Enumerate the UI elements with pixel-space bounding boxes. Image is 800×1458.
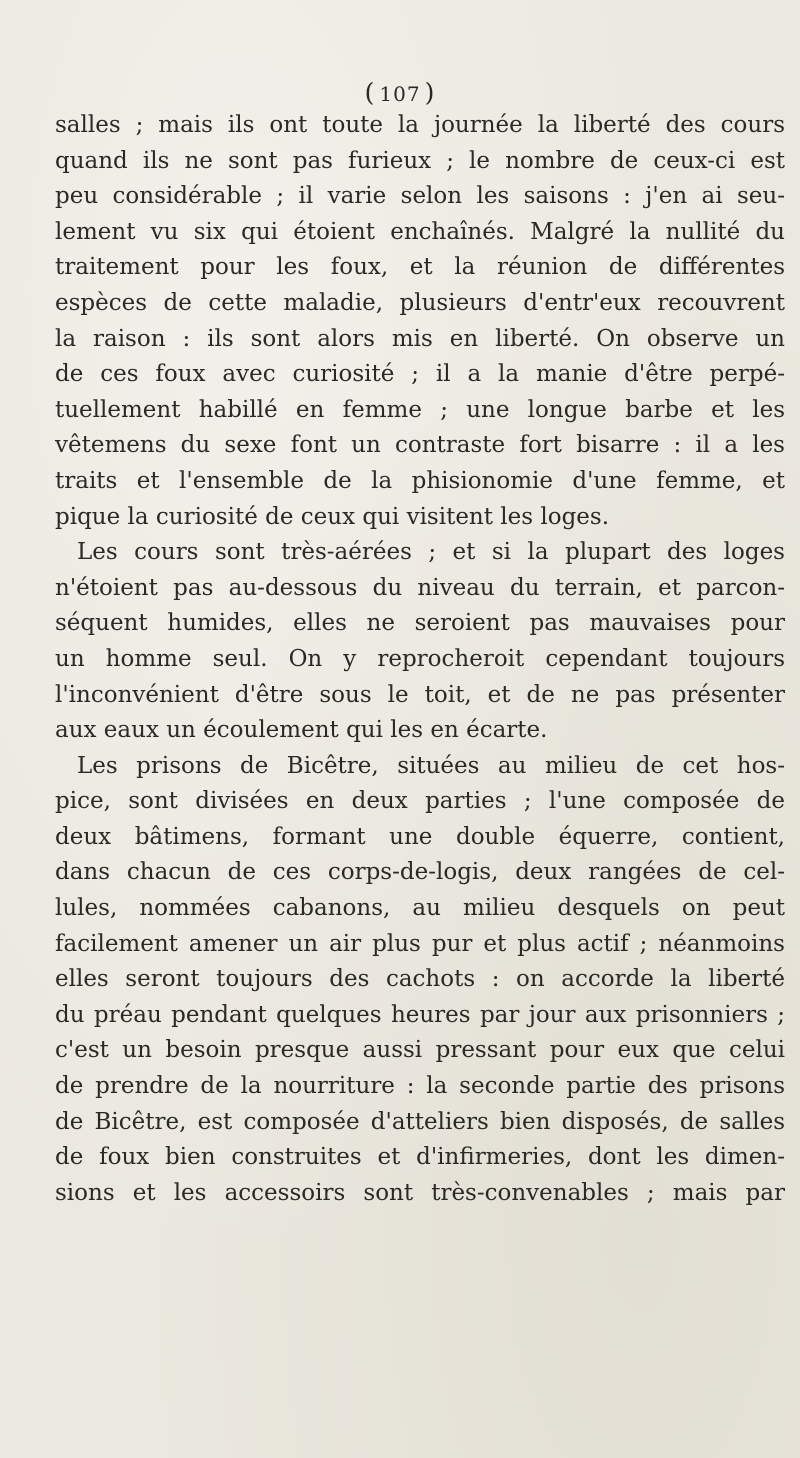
page-number: 107 (379, 82, 421, 106)
text-line: peu considérable ; il varie selon les saisons : j'en ai seu- (55, 183, 785, 210)
text-line: l'inconvénient d'être sous le toit, et de ne pas présenter (55, 681, 785, 708)
text-line: Les cours sont très-aérées ; et si la plupart des loges (77, 539, 785, 566)
text-line: lement vu six qui étoient enchaînés. Malgré la nullité du (55, 218, 785, 245)
text-line: de prendre de la nourriture : la seconde partie des prisons (55, 1073, 785, 1100)
text-line: un homme seul. On y reprocheroit cependant toujours (55, 645, 785, 672)
text-line: c'est un besoin presque aussi pressant pour eux que celui (55, 1037, 785, 1064)
text-line: elles seront toujours des cachots : on accorde la liberté (55, 966, 785, 993)
text-line: traits et l'ensemble de la phisionomie d'une femme, et (55, 467, 785, 494)
text-line: facilement amener un air plus pur et plus actif ; néanmoins (55, 930, 785, 957)
text-line: de Bicêtre, est composée d'atteliers bien disposés, de salles (55, 1108, 785, 1135)
text-line: de foux bien construites et d'infirmeries, dont les dimen- (55, 1144, 785, 1171)
text-line: sions et les accessoirs sont très-convenables ; mais par (55, 1179, 785, 1206)
text-line: deux bâtimens, formant une double équerre, contient, (55, 823, 785, 850)
text-line: pique la curiosité de ceux qui visitent les loges. (55, 503, 610, 530)
text-line: du préau pendant quelques heures par jour aux prisonniers ; (55, 1001, 785, 1028)
text-line: pice, sont divisées en deux parties ; l'une composée de (55, 788, 785, 815)
text-line: n'étoient pas au-dessous du niveau du terrain, et parcon- (55, 574, 785, 601)
text-line: de ces foux avec curiosité ; il a la manie d'être perpé- (55, 361, 785, 388)
text-line: Les prisons de Bicêtre, situées au milieu de cet hos- (77, 752, 785, 779)
open-paren: ( (364, 78, 376, 107)
text-line: séquent humides, elles ne seroient pas mauvaises pour (55, 610, 785, 637)
text-line: traitement pour les foux, et la réunion de différentes (55, 254, 785, 281)
text-line: tuellement habillé en femme ; une longue barbe et les (55, 396, 785, 423)
body-text (55, 108, 785, 1211)
text-line: vêtemens du sexe font un contraste fort bisarre : il a les (55, 432, 785, 459)
text-line: quand ils ne sont pas furieux ; le nombre de ceux-ci est (55, 147, 785, 174)
text-line: aux eaux un écoulement qui les en écarte. (55, 717, 548, 744)
text-line: dans chacun de ces corps-de-logis, deux rangées de cel- (55, 859, 785, 886)
page-header (0, 78, 800, 107)
text-line: la raison : ils sont alors mis en liberté. On observe un (55, 325, 785, 352)
close-paren: ) (424, 78, 436, 107)
text-line: lules, nommées cabanons, au milieu desquels on peut (55, 895, 785, 922)
text-line: espèces de cette maladie, plusieurs d'entr'eux recouvrent (55, 289, 785, 316)
text-line: salles ; mais ils ont toute la journée la liberté des cours (55, 112, 785, 138)
